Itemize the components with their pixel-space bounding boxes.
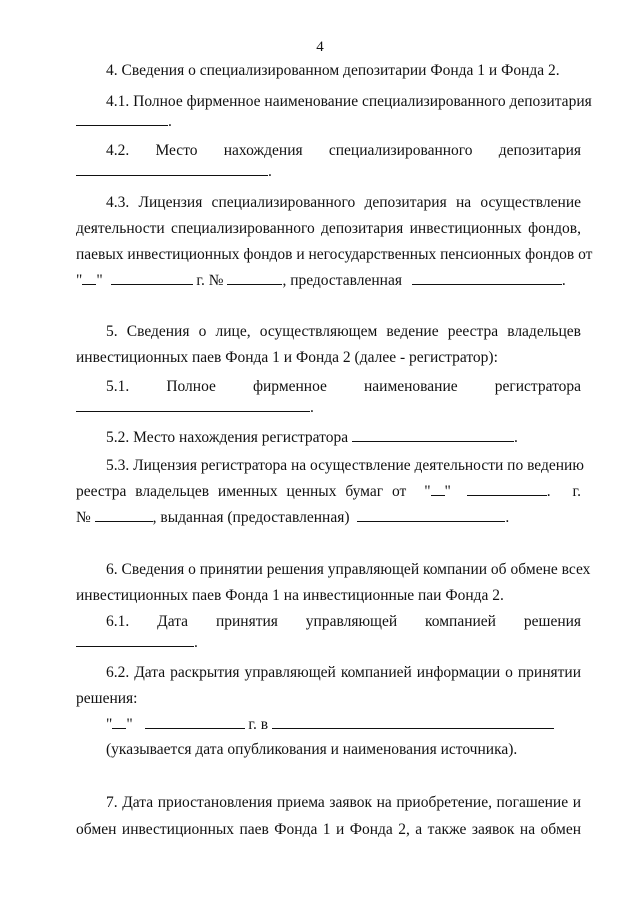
section-6-2-line-3: " " г. в <box>106 716 581 734</box>
section-4-2-label: 4.2. Место нахождения специализированного депозитария <box>106 142 581 159</box>
section-5-title-line-1: 5. Сведения о лице, осуществляющем ведение реестра владельцев <box>106 323 581 340</box>
section-7-line-1: 7. Дата приостановления приема заявок на приобретение, погашение и <box>106 794 581 811</box>
section-4-3-line-4: " " г. № , предоставленная . <box>76 272 566 289</box>
section-4-3-line-2: деятельности специализированного депозитария инвестиционных фондов, <box>76 220 581 237</box>
section-5-3-line-1: 5.3. Лицензия регистратора на осуществление деятельности по ведению <box>106 457 584 474</box>
section-6-1-label: 6.1. Дата принятия управляющей компанией решения <box>106 613 582 630</box>
section-6-2-note: (указывается дата опубликования и наименования источника). <box>106 741 518 758</box>
section-4-title: 4. Сведения о специализированном депозитарии Фонда 1 и Фонда 2. <box>106 62 560 79</box>
section-4-3-line-1: 4.3. Лицензия специализированного депозитария на осуществление <box>106 194 581 211</box>
blank-field <box>95 510 153 522</box>
section-5-3-line-2: реестра владельцев именных ценных бумаг от " " . г. <box>76 483 581 500</box>
section-6-2-line-1: 6.2. Дата раскрытия управляющей компанией информации о принятии <box>106 664 581 681</box>
page-number: 4 <box>316 39 324 55</box>
blank-field <box>76 164 268 176</box>
section-5-1-blank-line: . <box>76 399 581 417</box>
blank-field <box>112 717 126 729</box>
blank-field <box>352 430 514 442</box>
blank-field <box>412 273 562 285</box>
blank-field <box>76 114 168 126</box>
blank-field <box>76 400 310 412</box>
section-4-1-blank-line: . <box>76 113 581 131</box>
section-6-2-line-2: решения: <box>76 690 138 707</box>
blank-field <box>82 273 96 285</box>
section-4-1-label: 4.1. Полное фирменное наименование специализированного депозитария <box>106 93 592 110</box>
blank-field <box>357 510 505 522</box>
section-6-title-line-1: 6. Сведения о принятии решения управляющей компании об обмене всех <box>106 561 591 578</box>
section-5-1-label: 5.1. Полное фирменное наименование регистратора <box>106 378 582 395</box>
section-7-line-2: обмен инвестиционных паев Фонда 1 и Фонда 2, а также заявок на обмен <box>76 821 581 838</box>
blank-field <box>431 484 445 496</box>
section-6-title-line-2: инвестиционных паев Фонда 1 на инвестиционные паи Фонда 2. <box>76 587 504 604</box>
blank-field <box>145 717 245 729</box>
blank-field <box>272 717 554 729</box>
section-5-3-line-3: № , выданная (предоставленная) . <box>76 509 510 526</box>
section-5-2-label: 5.2. Место нахождения регистратора . <box>106 429 518 446</box>
section-6-1-blank-line: . <box>76 634 581 652</box>
section-4-2-blank-line: . <box>76 163 581 181</box>
blank-field <box>76 635 194 647</box>
blank-field <box>467 484 547 496</box>
blank-field <box>111 273 193 285</box>
section-4-3-line-3: паевых инвестиционных фондов и негосударственных пенсионных фондов от <box>76 246 593 263</box>
blank-field <box>227 273 282 285</box>
section-5-title-line-2: инвестиционных паев Фонда 1 и Фонда 2 (далее - регистратор): <box>76 349 498 366</box>
